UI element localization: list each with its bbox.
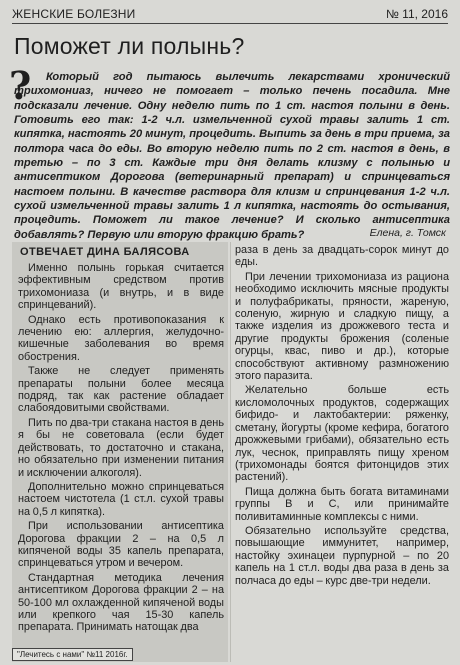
answer-paragraph: Также не следует применять препараты полыни более месяца подряд, так как растение обладает слабоядовитыми свойствами. <box>18 365 224 415</box>
section-name: ЖЕНСКИЕ БОЛЕЗНИ <box>12 7 136 21</box>
question-mark-icon: ? <box>9 63 32 108</box>
answer-left-column <box>18 262 224 636</box>
answer-paragraph: Дополнительно можно спринцеваться настоем чистотела (1 ст.л. сухой травы на 0,5 л кипятка). <box>18 480 224 518</box>
answer-paragraph: При использовании антисептика Дорогова фракции 2 – на 0,5 л кипяченой воды 35 капель препарата, спринцеваться утром и вечером. <box>18 520 224 570</box>
answer-paragraph: При лечении трихомониаза из рациона необходимо исключить мясные продукты и полуфабрикаты, пряности, жареную, соленую, жирную и сладкую пищу, а также изделия из дрожжевого теста и другие продукты брожения (соленые огурцы, квас, пиво и др.), которые способствуют активному размножению этого паразита. <box>235 270 449 383</box>
answer-paragraph: Пища должна быть богата витаминами группы В и С, или принимайте поливитаминные комплексы с ними. <box>235 485 449 523</box>
header-rule <box>12 23 448 24</box>
answer-heading: ОТВЕЧАЕТ ДИНА БАЛЯСОВА <box>20 246 190 258</box>
answer-paragraph: Пить по два-три стакана настоя в день я бы не советовала (если будет действовать, то достаточно и стакана, но обязательно при изменении питания и исключении алкоголя). <box>18 416 224 479</box>
answer-paragraph: Желательно больше есть кисломолочных продуктов, содержащих бифидо- и лактобактерии: ряженку, сметану, йогурты (кроме кефира, богатого дрожжевыми грибами), обязательно есть лук, чеснок, приправлять пищу хреном (трихомонады боятся фитонцидов этих растений). <box>235 384 449 484</box>
answer-paragraph: Стандартная методика лечения антисептиком Дорогова фракции 2 – на 50-100 мл охлажденной кипяченой воды или крепкого чая 15-30 капель препарата. Принимать натощак два <box>18 571 224 634</box>
source-footer: "Лечитесь с нами" №11 2016г. <box>12 648 133 661</box>
reader-signature: Елена, г. Томск <box>369 227 446 239</box>
column-divider <box>230 242 231 662</box>
answer-paragraph: Обязательно используйте средства, повышающие иммунитет, например, настойку эхинацеи пурпурной – по 20 капель на 1 ст.л. воды два раза в день за полчаса до еды – курс две-три недели. <box>235 524 449 587</box>
reader-question: Который год пытаюсь вылечить лекарствами хронический трихомониаз, ничего не помогает – только печень посадила. Мне подсказали лечение. Одну неделю пить по 1 ст. настоя полыни в день. Готовить его так: 1-2 ч.л. измельченной сухой травы залить 1 ст. кипятка, настоять 20 минут, процедить. Выпить за день в три приема, за полтора часа до еды. Во вторую неделю пить по 2 ст. настоя в день, в третью – по 3 ст. Каждые три дня делать клизму с полынью и антисептиком Дорогова (ветеринарный препарат) и спринцеваться настоем полыни. В качестве раствора для клизм и спринцевания 1-2 ч.л. сухой измельченной травы залить 1 л кипятка, настоять до остывания, процедить. Поможет ли такое лечение? И сколько антисептика добавлять? Первую или вторую фракцию брать? <box>14 71 450 241</box>
page-header <box>12 6 448 24</box>
answer-paragraph: Однако есть противопоказания к лечению ею: аллергия, желудочно-кишечные заболевания во время обострения. <box>18 313 224 363</box>
answer-paragraph: Именно полынь горькая считается эффективным средством против трихомониаза (и внутрь, и в виде спринцеваний). <box>18 262 224 312</box>
issue-number: № 11, 2016 <box>385 7 448 21</box>
answer-right-column <box>235 244 449 589</box>
answer-paragraph: раза в день за двадцать-сорок минут до еды. <box>235 244 449 269</box>
article-title: Поможет ли полынь? <box>14 33 245 59</box>
